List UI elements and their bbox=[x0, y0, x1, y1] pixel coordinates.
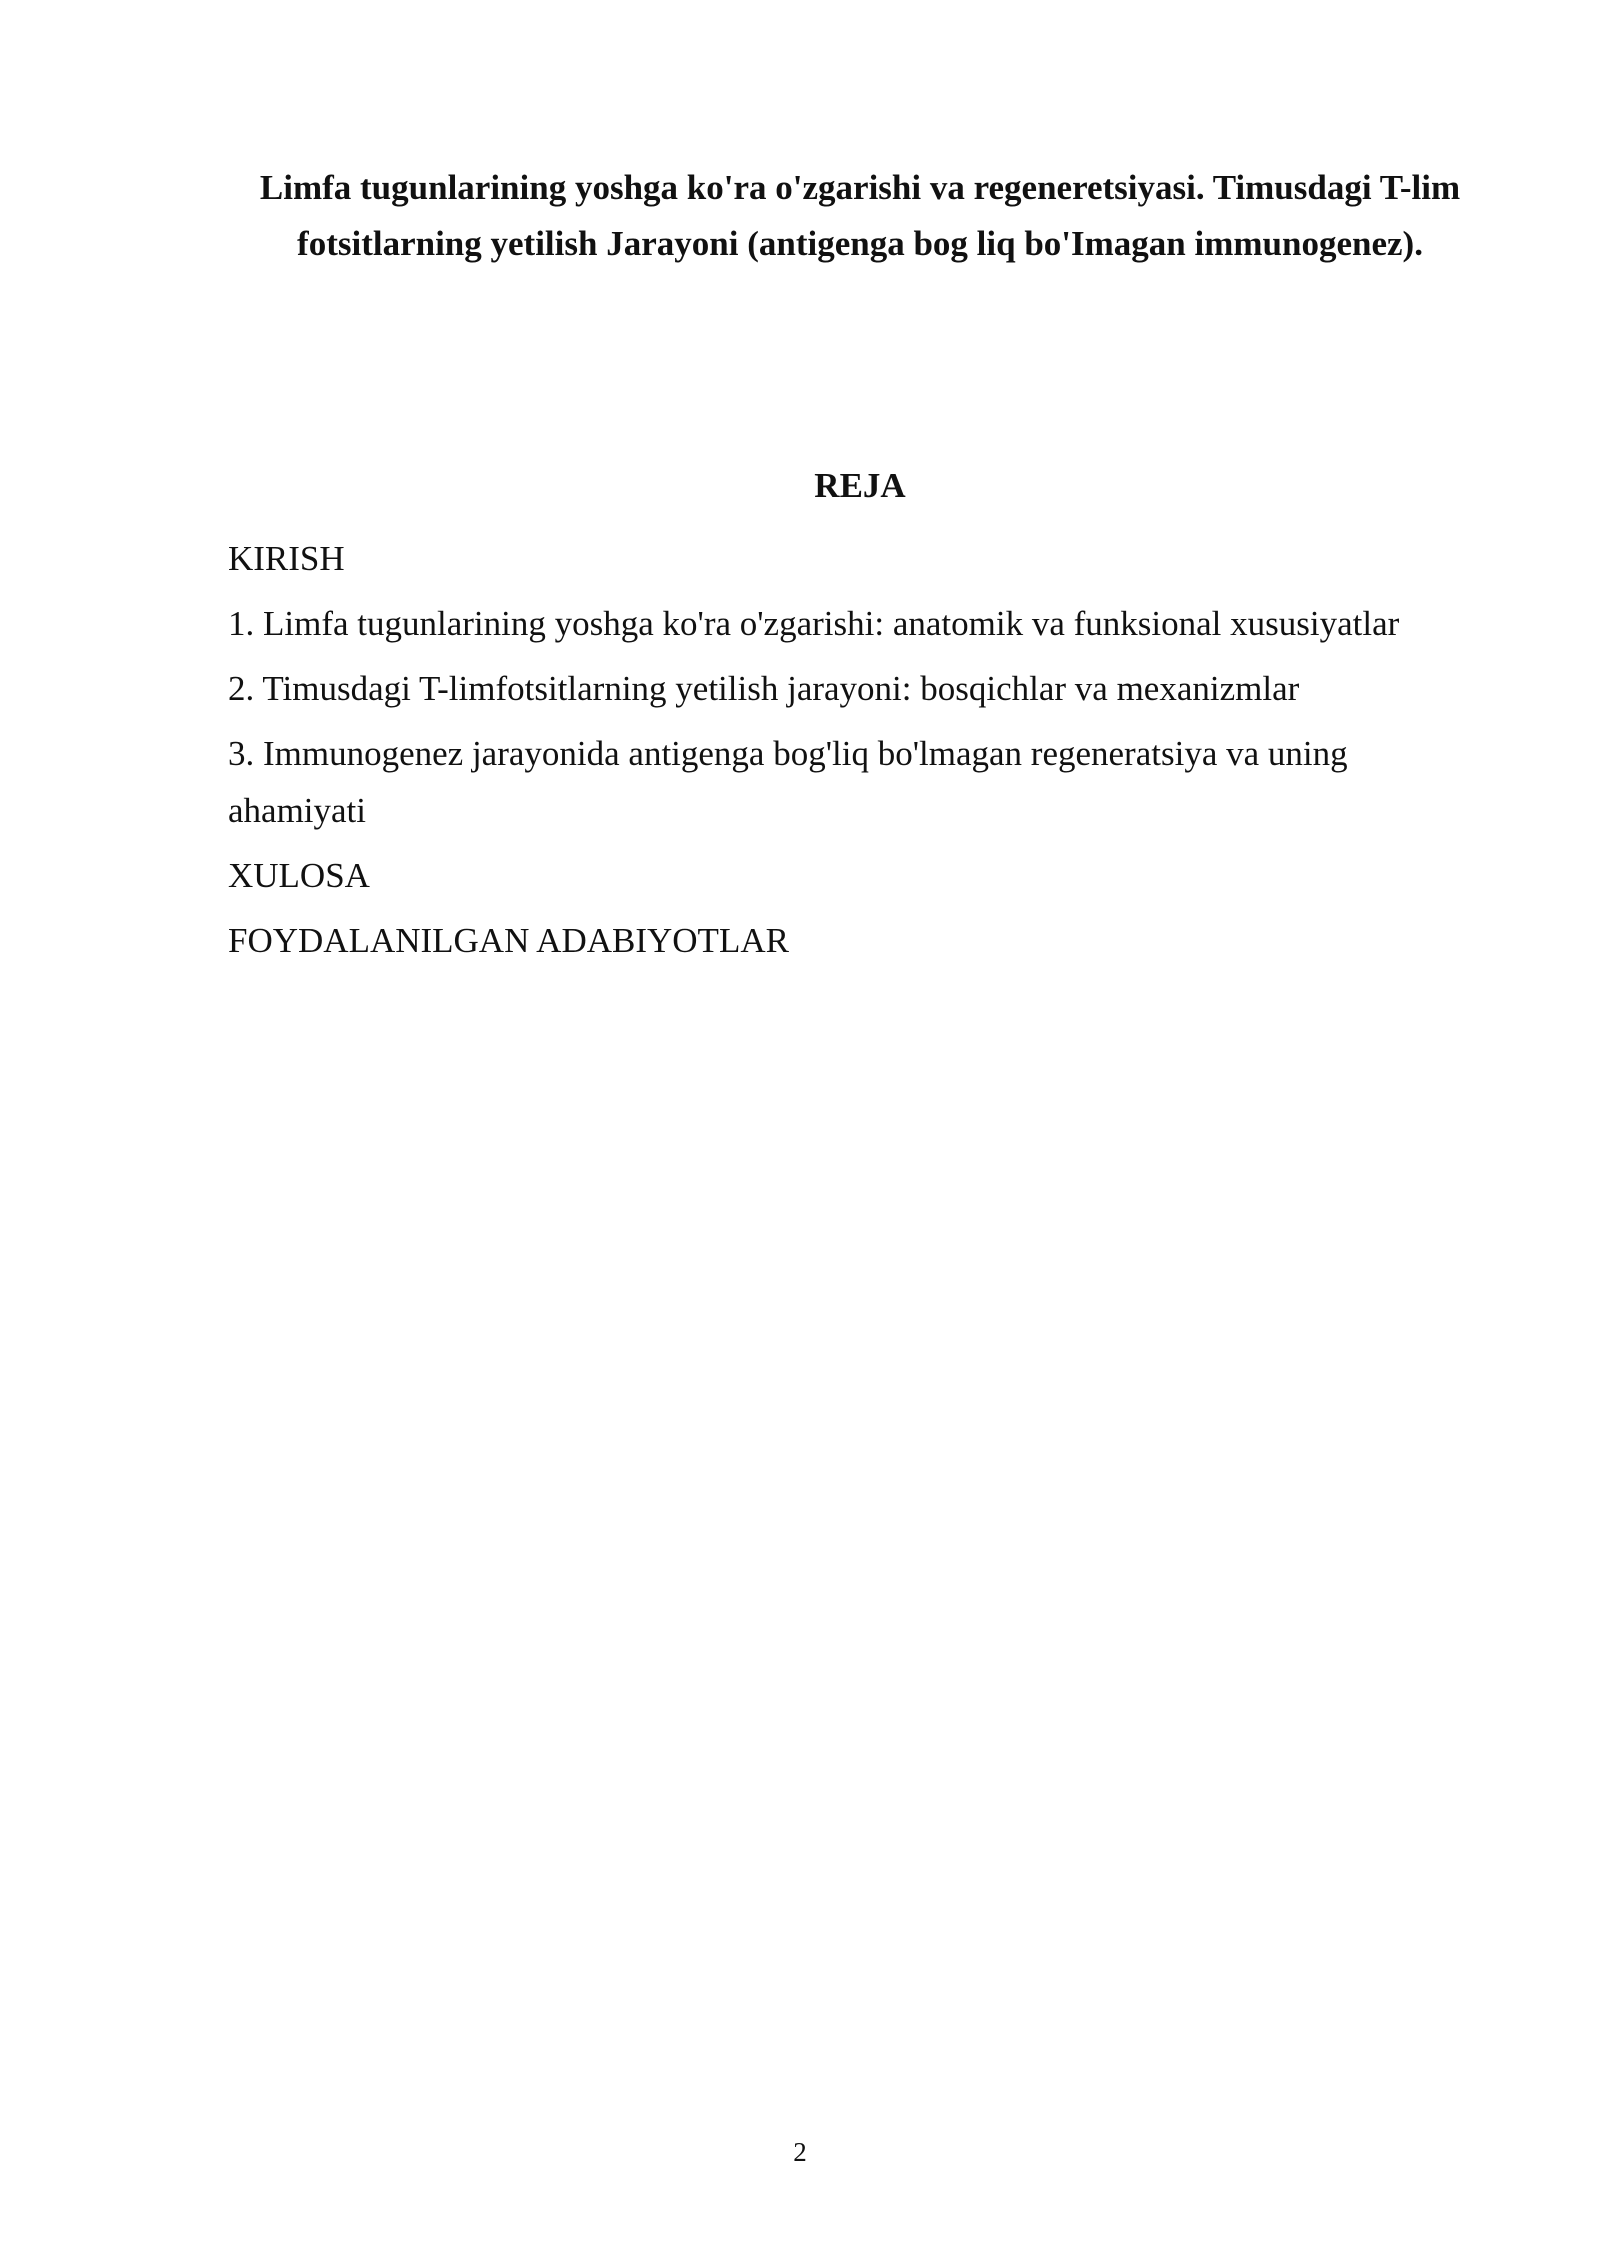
plan-heading: REJA bbox=[814, 466, 906, 505]
toc-item-section-3: 3. Immunogenez jarayonida antigenga bog'liq bo'lmagan regeneratsiya va uning ahamiyati bbox=[228, 734, 1348, 830]
toc-item-conclusion: XULOSA bbox=[228, 856, 370, 895]
page-number: 2 bbox=[793, 2137, 807, 2167]
toc-item-references: FOYDALANILGAN ADABIYOTLAR bbox=[228, 921, 789, 960]
table-of-contents bbox=[228, 530, 1492, 977]
toc-item-section-2: 2. Timusdagi T-limfotsitlarning yetilish jarayoni: bosqichlar va mexanizmlar bbox=[228, 669, 1300, 708]
toc-item-section-1: 1. Limfa tugunlarining yoshga ko'ra o'zgarishi: anatomik va funksional xususiyatlar bbox=[228, 604, 1400, 643]
document-title: Limfa tugunlarining yoshga ko'ra o'zgarishi va regeneretsiyasi. Timusdagi T-lim fotsitlarning yetilish Jarayoni (antigenga bog liq bo'Imagan immunogenez). bbox=[259, 168, 1461, 263]
toc-item-introduction: KIRISH bbox=[228, 539, 345, 578]
